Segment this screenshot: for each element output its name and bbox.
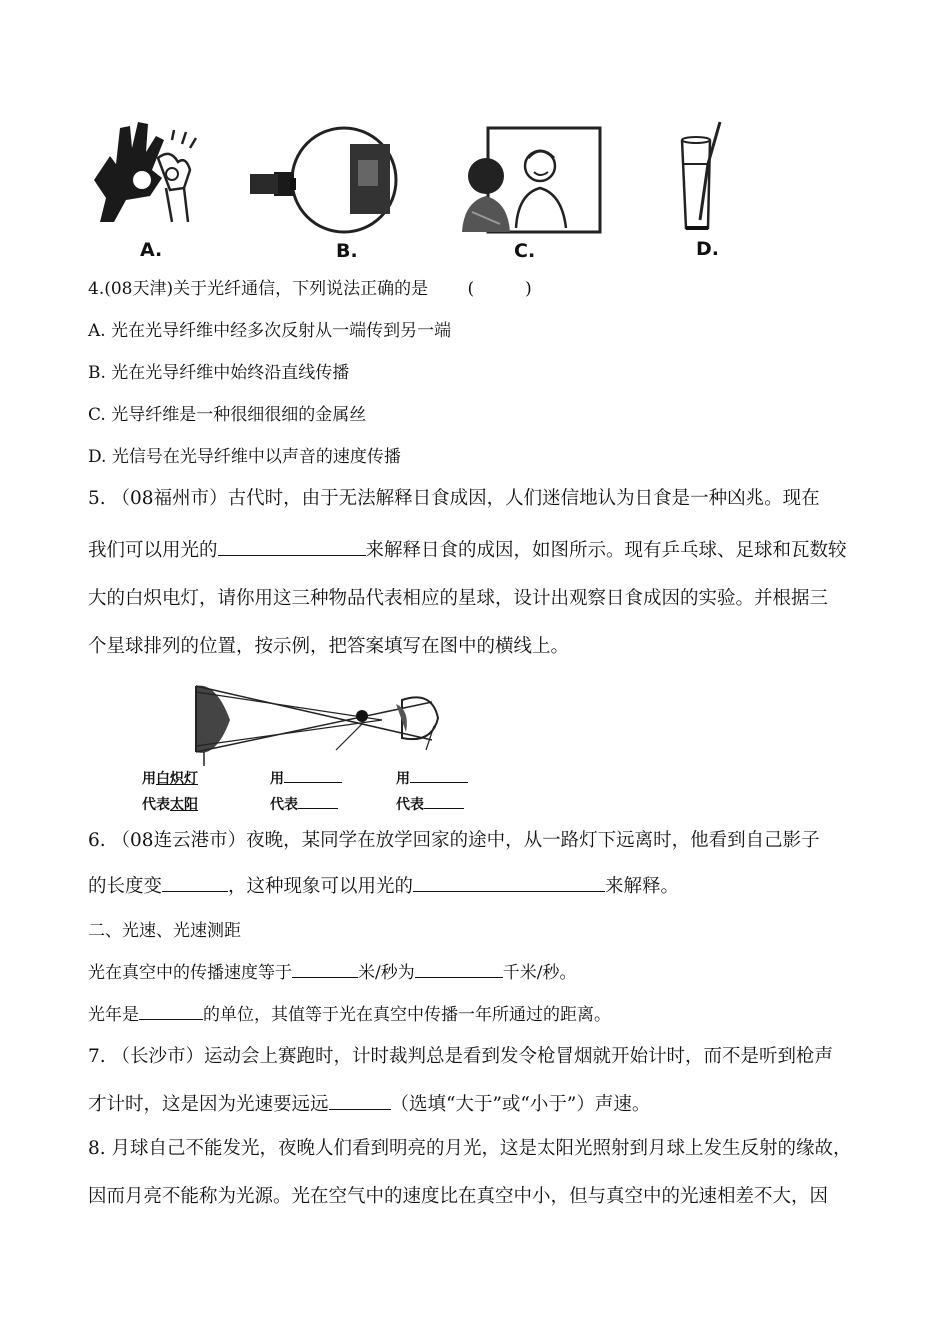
q4-stem (88, 274, 532, 299)
figure-a-label: A. (140, 239, 163, 261)
light-speed-pre: 光在真空中的传播速度等于 (88, 963, 292, 983)
light-year-post: 的单位，其值等于光在真空中传播一年所通过的距离。 (203, 1005, 611, 1025)
eclipse-col2-top-prefix: 用 (270, 771, 284, 787)
q4-answer-paren: ( ) (467, 279, 532, 299)
q5-line-2 (88, 536, 847, 562)
light-speed-mid: 米/秒为 (358, 963, 415, 983)
q4-stem-text: 4.(08天津)关于光纤通信，下列说法正确的是 (88, 279, 429, 299)
q5-answer-blank[interactable] (218, 537, 366, 556)
q5-line-2-post: 来解释日食的成因，如图所示。现有乒乓球、足球和瓦数较 (365, 540, 847, 561)
eclipse-col1-bottom-answer: 太阳 (170, 797, 198, 813)
q4-option-c: C. 光导纤维是一种很细很细的金属丝 (88, 405, 367, 425)
figure-d-straw-in-glass (670, 120, 740, 236)
q6-blank-1[interactable] (162, 873, 228, 892)
q4-option-b: B. 光在光导纤维中始终沿直线传播 (88, 363, 350, 383)
light-speed-line (88, 958, 576, 983)
q6-blank-2[interactable] (413, 873, 605, 892)
q4-option-d: D. 光信号在光导纤维中以声音的速度传播 (88, 447, 401, 467)
q7-line-1: 7. （长沙市）运动会上赛跑时，计时裁判总是看到发令枪冒烟就开始计时，而不是听到枪声 (88, 1046, 834, 1067)
eclipse-col3-top-prefix: 用 (396, 771, 410, 787)
eclipse-col2-top (270, 768, 342, 788)
q5-line-2-pre: 我们可以用光的 (88, 540, 218, 561)
figure-c-mirror (458, 124, 604, 236)
q4-option-a: A. 光在光导纤维中经多次反射从一端传到另一端 (88, 321, 452, 341)
eclipse-col1-top (142, 768, 198, 788)
section-2-title: 二、光速、光速测距 (88, 921, 241, 941)
eclipse-col3-bottom-prefix: 代表 (396, 797, 424, 813)
q6-line-1: 6. （08连云港市）夜晚，某同学在放学回家的途中，从一路灯下远离时，他看到自己影子 (88, 830, 820, 851)
light-year-line (88, 1000, 611, 1025)
q8-line-2: 因而月亮不能称为光源。光在空气中的速度比在真空中小，但与真空中的光速相差不大，因 (88, 1186, 829, 1207)
eclipse-col2-top-blank[interactable] (284, 768, 342, 783)
eclipse-diagram (186, 680, 452, 766)
q6-line-2-post: 来解释。 (605, 876, 680, 897)
light-speed-blank-2[interactable] (415, 959, 503, 978)
eclipse-col3-top (396, 768, 468, 788)
light-speed-post: 千米/秒。 (502, 963, 577, 983)
eclipse-col1-bottom-prefix: 代表 (142, 797, 170, 813)
eclipse-col1-top-answer: 白炽灯 (156, 771, 198, 787)
light-year-blank[interactable] (139, 1001, 203, 1020)
q7-blank[interactable] (329, 1091, 391, 1110)
q6-line-2 (88, 872, 679, 898)
light-speed-blank-1[interactable] (292, 959, 358, 978)
q7-line-2 (88, 1090, 650, 1116)
q7-line-2-post: （选填“大于”或“小于”）声速。 (390, 1094, 651, 1115)
figure-b-magnifier (246, 124, 416, 236)
figure-a-hand-shadow (86, 118, 210, 230)
eclipse-col2-bottom-prefix: 代表 (270, 797, 298, 813)
eclipse-col1-bottom (142, 794, 198, 814)
eclipse-col2-bottom-blank[interactable] (298, 794, 338, 809)
eclipse-col1-top-prefix: 用 (142, 771, 156, 787)
eclipse-col2-bottom (270, 794, 338, 814)
light-year-pre: 光年是 (88, 1005, 139, 1025)
q5-line-4: 个星球排列的位置，按示例，把答案填写在图中的横线上。 (88, 636, 570, 657)
figure-d-label: D. (696, 238, 719, 260)
figure-c-label: C. (514, 240, 536, 262)
q8-line-1: 8. 月球自己不能发光，夜晚人们看到明亮的月光，这是太阳光照射到月球上发生反射的缘故， (88, 1138, 852, 1159)
q5-line-3: 大的白炽电灯，请你用这三种物品代表相应的星球，设计出观察日食成因的实验。并根据三 (88, 588, 829, 609)
q6-line-2-mid: ，这种现象可以用光的 (228, 876, 414, 897)
eclipse-col3-top-blank[interactable] (410, 768, 468, 783)
figure-b-label: B. (336, 240, 358, 262)
eclipse-col3-bottom-blank[interactable] (424, 794, 464, 809)
q5-line-1: 5. （08福州市）古代时，由于无法解释日食成因，人们迷信地认为日食是一种凶兆。现在 (88, 488, 820, 509)
q7-line-2-pre: 才计时，这是因为光速要远远 (88, 1094, 329, 1115)
eclipse-col3-bottom (396, 794, 464, 814)
q6-line-2-pre: 的长度变 (88, 876, 163, 897)
